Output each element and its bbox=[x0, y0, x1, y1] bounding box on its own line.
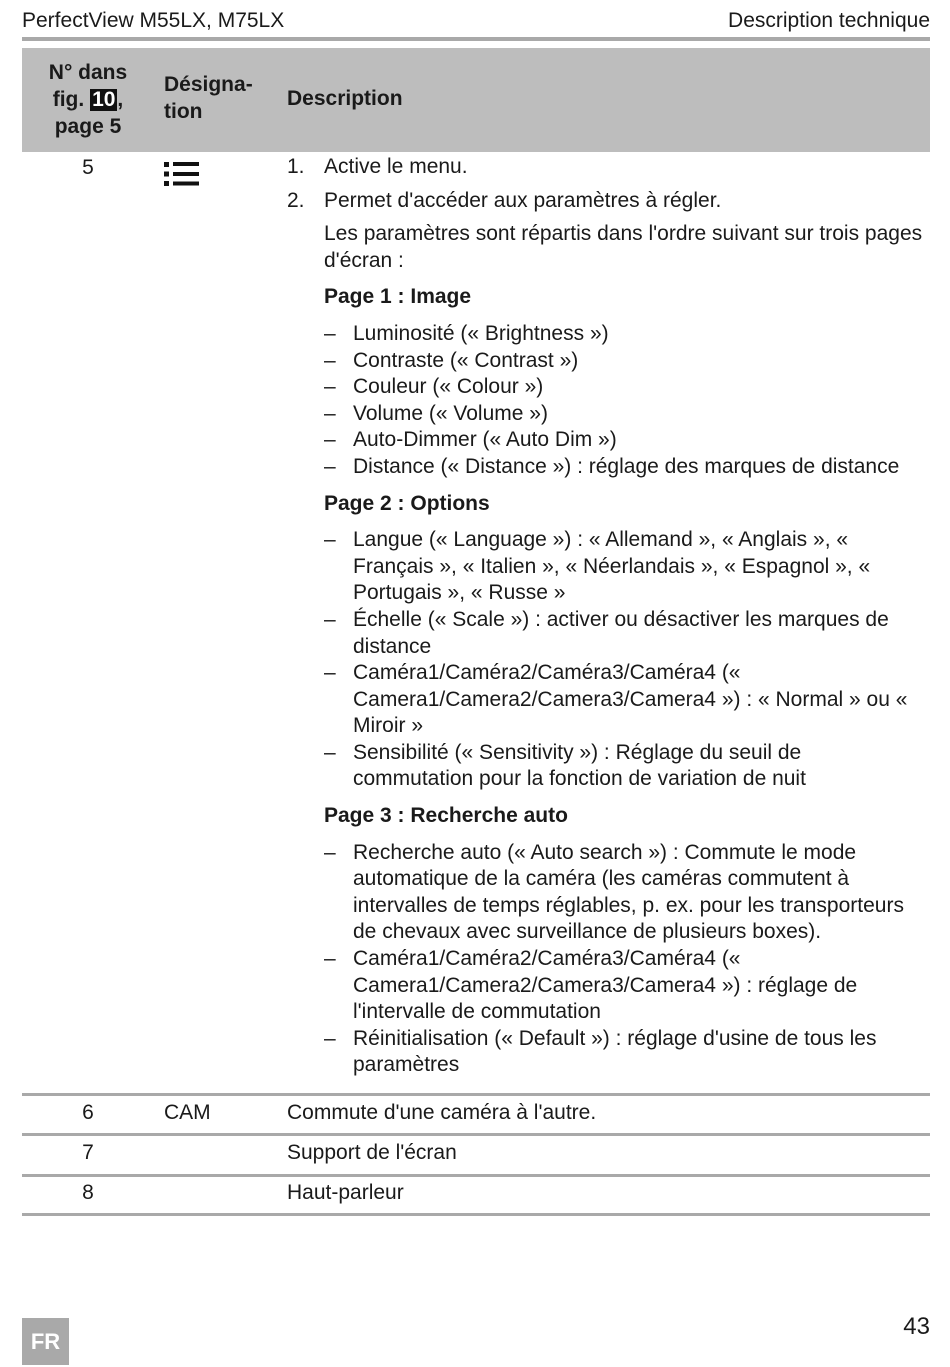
page-3-heading: Page 3 : Recherche auto bbox=[324, 804, 568, 828]
product-title: PerfectView M55LX, M75LX bbox=[22, 9, 285, 32]
page-2-heading: Page 2 : Options bbox=[324, 491, 490, 515]
step-item: 1. Active le menu. bbox=[287, 155, 468, 178]
settings-intro: Les paramètres sont répartis dans l'ordre suivant sur trois pages d'écran : bbox=[324, 222, 923, 272]
row-divider bbox=[22, 1133, 930, 1136]
list-item: – Réinitialisation (« Default ») : réglage d'usine de tous les paramètres bbox=[324, 1026, 927, 1079]
page-2-list bbox=[287, 527, 927, 793]
row-5-number: 5 bbox=[82, 156, 94, 179]
row-6-designation: CAM bbox=[164, 1101, 211, 1124]
list-item: – Sensibilité (« Sensitivity ») : Réglage du seuil de commutation pour la fonction de variation de nuit bbox=[324, 740, 927, 793]
list-item: – Distance (« Distance ») : réglage des marques de distance bbox=[324, 454, 927, 481]
menu-list-icon bbox=[164, 161, 200, 187]
page-3-list bbox=[287, 840, 927, 1079]
column-header-designation: Désigna- tion bbox=[164, 73, 253, 123]
figure-ref-badge: 10 bbox=[92, 88, 116, 111]
column-header-number: N° dans fig. 10, page 5 bbox=[48, 61, 128, 138]
row-8-description: Haut-parleur bbox=[287, 1181, 404, 1204]
page-1-list bbox=[287, 321, 927, 481]
header-rule bbox=[22, 37, 930, 41]
step-item: 2. Permet d'accéder aux paramètres à régler. bbox=[287, 188, 722, 212]
column-header-description: Description bbox=[287, 87, 403, 110]
running-header bbox=[22, 6, 930, 40]
table-header bbox=[22, 48, 930, 152]
row-6-number: 6 bbox=[82, 1101, 94, 1124]
page-number: 43 bbox=[903, 1313, 930, 1340]
table-bottom-rule bbox=[22, 1213, 930, 1216]
row-divider bbox=[22, 1093, 930, 1096]
row-7-number: 7 bbox=[82, 1141, 94, 1164]
list-item: – Caméra1/Caméra2/Caméra3/Caméra4 (« Camera1/Camera2/Camera3/Camera4 ») : « Normal » ou « Miroir » bbox=[324, 660, 927, 740]
list-item: – Couleur (« Colour ») bbox=[324, 374, 927, 401]
list-item: – Volume (« Volume ») bbox=[324, 401, 927, 428]
list-item: – Caméra1/Caméra2/Caméra3/Caméra4 (« Camera1/Camera2/Camera3/Camera4 ») : réglage de l'intervalle de commutation bbox=[324, 946, 927, 1026]
row-7-description: Support de l'écran bbox=[287, 1141, 457, 1164]
list-item: – Luminosité (« Brightness ») bbox=[324, 321, 927, 348]
row-8-number: 8 bbox=[82, 1181, 94, 1204]
list-item: – Auto-Dimmer (« Auto Dim ») bbox=[324, 427, 927, 454]
page-1-heading: Page 1 : Image bbox=[324, 285, 472, 309]
row-5-description bbox=[287, 154, 927, 1079]
list-item: – Contraste (« Contrast ») bbox=[324, 348, 927, 375]
row-divider bbox=[22, 1174, 930, 1177]
list-item: – Langue (« Language ») : « Allemand », « Anglais », « Français », « Italien », « Néerlandais », « Espagnol », « Portugais », « Russe » bbox=[324, 527, 927, 607]
row-6-description: Commute d'une caméra à l'autre. bbox=[287, 1101, 597, 1124]
section-title: Description technique bbox=[728, 9, 930, 32]
list-item: – Échelle (« Scale ») : activer ou désactiver les marques de distance bbox=[324, 607, 927, 660]
language-badge: FR bbox=[22, 1318, 69, 1365]
list-item: – Recherche auto (« Auto search ») : Commute le mode automatique de la caméra (les caméras commutent à intervalles de temps réglables, p. ex. pour les transporteurs de chevaux avec surveillance de plusieurs boxes). bbox=[324, 840, 927, 946]
